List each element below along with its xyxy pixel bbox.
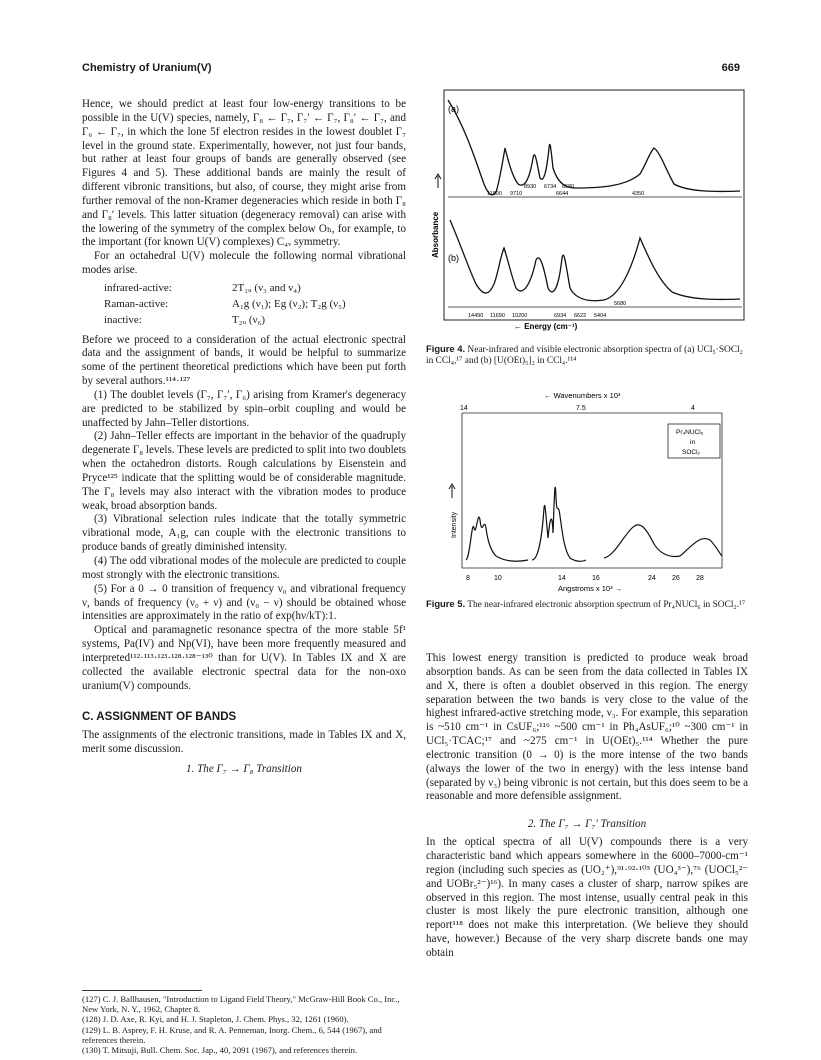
figure-frame: [444, 90, 744, 320]
mode-label: inactive:: [104, 313, 142, 326]
tick-label: 6934: [554, 313, 567, 319]
paragraph: (3) Vibrational selection rules indicate that the totally symmetric vibrational mode, A₁g, can couple with the electronic transitions to produce bands of greatly diminished intensity.: [82, 513, 406, 554]
x-axis-label: ← Energy (cm⁻¹): [514, 322, 578, 331]
tick-label: 6580: [562, 184, 575, 190]
table-row: [82, 281, 346, 297]
legend-line: Pr₄NUCl₆: [676, 429, 704, 436]
panel-b-label: (b): [448, 253, 459, 263]
tick-label: 6644: [556, 191, 569, 197]
paragraph: Before we proceed to a consideration of the actual electronic spectral data and the assignment of bands, it would be helpful to summarize some of the pertinent theoretical predictions which have been put forth by several authors.¹¹⁴·¹²⁷: [82, 333, 406, 388]
figure-5-spectrum: [426, 388, 748, 593]
tick-label: 10200: [512, 313, 528, 319]
top-tick-label: 4: [691, 405, 695, 412]
tick-label: 6734: [544, 184, 557, 190]
bottom-tick-label: 28: [696, 575, 704, 582]
references: [82, 990, 408, 1055]
reference-item: (130) T. Mitsuji, Bull. Chem. Soc. Jap., 40, 2091 (1967), and references therein.: [82, 1045, 358, 1056]
paragraph: This lowest energy transition is predicted to produce weak broad absorption bands. As can be seen from the data collected in Tables IX and X, there is often a doublet observed in this region. The energy separation between the two bands is very close to the value of the highest infrared-active stretching mode, ν₃. For example, this separation is ~510 cm⁻¹ in CsUF₆;¹¹⁶ ~500 cm⁻¹ in Ph₄AsUF₆;¹⁰ ~300 cm⁻¹ in UCl₅·TCAC;¹⁷ and ~275 cm⁻¹ in U(OEt)₅.¹¹⁴ Whether the pure electronic transition (0 → 0) is the more intense of the two bands (always the lower of the two in energy) with the less intense band (separated by ν₃) being vibronic is not certain, but this does seem to be a reasonable and more defensible assignment.: [426, 652, 748, 803]
bottom-tick-label: 16: [592, 575, 600, 582]
paragraph: For an octahedral U(V) molecule the following normal vibrational modes arise.: [82, 250, 406, 277]
bottom-tick-label: 24: [648, 575, 656, 582]
running-header: [82, 62, 740, 78]
reference-item: (129) L. B. Asprey, F. H. Kruse, and R. A. Penneman, Inorg. Chem., 6, 544 (1967), and references therein.: [82, 1024, 382, 1045]
caption-text: Near-infrared and visible electronic absorption spectra of (a) UCl₅·SOCl₂ in CCl₄,¹⁷ and (b) [U(OEt)₅]₂ in CCl₄.¹¹⁴: [426, 345, 743, 367]
spectrum-a: [448, 100, 740, 195]
mode-value: 2T₁ᵤ (ν₃ and ν₄): [232, 281, 301, 294]
paragraph: (4) The odd vibrational modes of the molecule are predicted to couple most strongly with the electronic transitions.: [82, 555, 406, 581]
tick-label: 8930: [524, 184, 537, 190]
tick-label: 6622: [574, 313, 587, 319]
spectrum-b: [450, 220, 740, 301]
paragraph: Hence, we should predict at least four low-energy transitions to be possible in the U(V) species, namely, Γ₈ ← Γ₇, Γ₇′ ← Γ₇, Γ₈′ ← Γ₇, and Γ₆ ← Γ₇, in which the lone 5f electron resides in the lowest doublet Γ₇ level in the ground state. Experimentally, however, not just four bands, but rather at least four groups of bands are generally observed (see Figures 4 and 5). These additional bands are mainly the result of different vibronic transitions, but also, of course, they might arise from further removal of the non-Kramer degeneracies which reside in both Γ₈ and Γ₈′ levels. This latter situation (degeneracy removal) can arise with the lowering of the symmetry of the complex below Oₕ, for example, to the important (for known U(V) complexes) C₄ᵥ symmetry.: [82, 98, 406, 249]
top-axis-label: ← Wavenumbers x 10³: [544, 391, 621, 400]
figure-5-caption: [426, 598, 752, 611]
vibrational-modes-table: [82, 281, 346, 329]
right-column: [426, 652, 748, 961]
mode-value: T₂ᵤ (ν₆): [232, 313, 266, 326]
left-column: [82, 98, 406, 781]
paragraph: (5) For a 0 → 0 transition of frequency ν₀ and vibrational frequency ν, bands of frequency (ν₀ + ν) and (ν₀ − ν) should be obtained whose intensities are approximately in the ratio of exp(hν/kT):1.: [82, 582, 406, 623]
top-tick-label: 14: [460, 405, 468, 412]
bottom-tick-label: 8: [466, 575, 470, 582]
tick-label: 5680: [614, 301, 627, 307]
tick-label: 11800: [487, 191, 502, 197]
figure-4-caption: [426, 343, 752, 368]
bottom-tick-label: 14: [558, 575, 566, 582]
reference-item: (127) C. J. Ballhausen, "Introduction to Ligand Field Theory," McGraw-Hill Book Co., Inc., New York, N. Y., 1962, Chapter 8.: [82, 994, 400, 1015]
caption-label: Figure 4.: [426, 343, 466, 354]
paragraph: (2) Jahn–Teller effects are important in the behavior of the quadruply degenerate Γ₈ levels. These levels are predicted to split into two doublets when the octahedron distorts. Rough calculations by Eisenstein and Pryce¹²⁵ indicate that the splitting would be of considerable magnitude. The Γ₈ levels may also interact with the vibration modes to produce weak, broad absorption bands.: [82, 430, 406, 512]
tick-label: 14490: [468, 313, 484, 319]
mode-label: Raman-active:: [104, 297, 169, 310]
table-row: [82, 297, 346, 313]
bottom-tick-label: 10: [494, 575, 502, 582]
running-title: Chemistry of Uranium(V): [82, 62, 212, 74]
y-axis-label: Absorbance: [431, 211, 440, 258]
subsection-heading: 2. The Γ₇ → Γ₇′ Transition: [527, 818, 647, 831]
tick-label: 4350: [632, 191, 645, 197]
figure-4-spectra: [426, 88, 748, 338]
caption-label: Figure 5.: [426, 598, 466, 609]
mode-label: infrared-active:: [104, 281, 172, 294]
legend-line: in: [690, 439, 696, 446]
top-tick-label: 7.5: [576, 405, 586, 412]
paragraph: In the optical spectra of all U(V) compounds there is a very characteristic band which appears somewhere in the 6000–7000-cm⁻¹ region (including such species as (UO₂⁺),⁹¹·⁹²·¹⁰³ (UO₄³⁻),⁷⁶ (UOCl₅²⁻ and UOBr₅²⁻)¹⁶). In many cases a cluster of sharp, narrow spikes are observed in this region. The most intense, usually central peak in this cluster is most likely the pure electronic transition, although one report¹¹⁸ does not make this interpretation. (We believe they should have, however.) Because of the very sharp discrete bands one may obtain: [426, 836, 748, 959]
mode-value: A₁g (ν₁); Eg (ν₂); T₂g (ν₅): [232, 297, 346, 310]
y-axis-label: Intensity: [451, 511, 458, 538]
paragraph: Optical and paramagnetic resonance spectra of the more stable 5f¹ systems, Pa(IV) and Np(VI), have been more frequently measured and interpreted¹¹²·¹¹³·¹²³·¹²⁸·¹²⁸⁻¹³⁰ than for U(V). In Tables IX and X are collected the available electronic spectral data for the non-oxo uranium(V) compounds.: [82, 624, 406, 692]
page-number: 669: [721, 62, 740, 74]
tick-label: 11690: [490, 313, 505, 319]
paragraph: (1) The doublet levels (Γ₇, Γ₇′, Γ₆) arising from Kramer's degeneracy are predicted to be stabilized by spin–orbit coupling and would be unaffected by Jahn–Teller distortions.: [82, 388, 406, 429]
panel-a-label: (a): [448, 104, 459, 114]
tick-label: 5404: [594, 313, 607, 319]
spectrum-line: [466, 487, 722, 561]
tick-label: 9710: [510, 191, 523, 197]
paragraph: The assignments of the electronic transitions, made in Tables IX and X, merit some discussion.: [82, 729, 406, 756]
table-row: [82, 313, 346, 329]
reference-item: (128) J. D. Axe, R. Kyi, and H. J. Stapleton, J. Chem. Phys., 32, 1261 (1960).: [82, 1014, 349, 1025]
caption-text: The near-infrared electronic absorption spectrum of Pr₄NUCl₆ in SOCl₂.¹⁷: [465, 600, 746, 610]
bottom-tick-label: 26: [672, 575, 680, 582]
bottom-axis-label: Angstroms x 10³ →: [558, 584, 623, 593]
section-heading: C. ASSIGNMENT OF BANDS: [82, 711, 237, 724]
arrow-up-icon: [449, 484, 455, 498]
footnote-rule: [82, 990, 202, 991]
arrow-up-icon: [435, 174, 441, 188]
subsection-heading: 1. The Γ₇ → Γ₈ Transition: [186, 762, 302, 775]
legend-line: SOCl₂: [682, 449, 701, 456]
